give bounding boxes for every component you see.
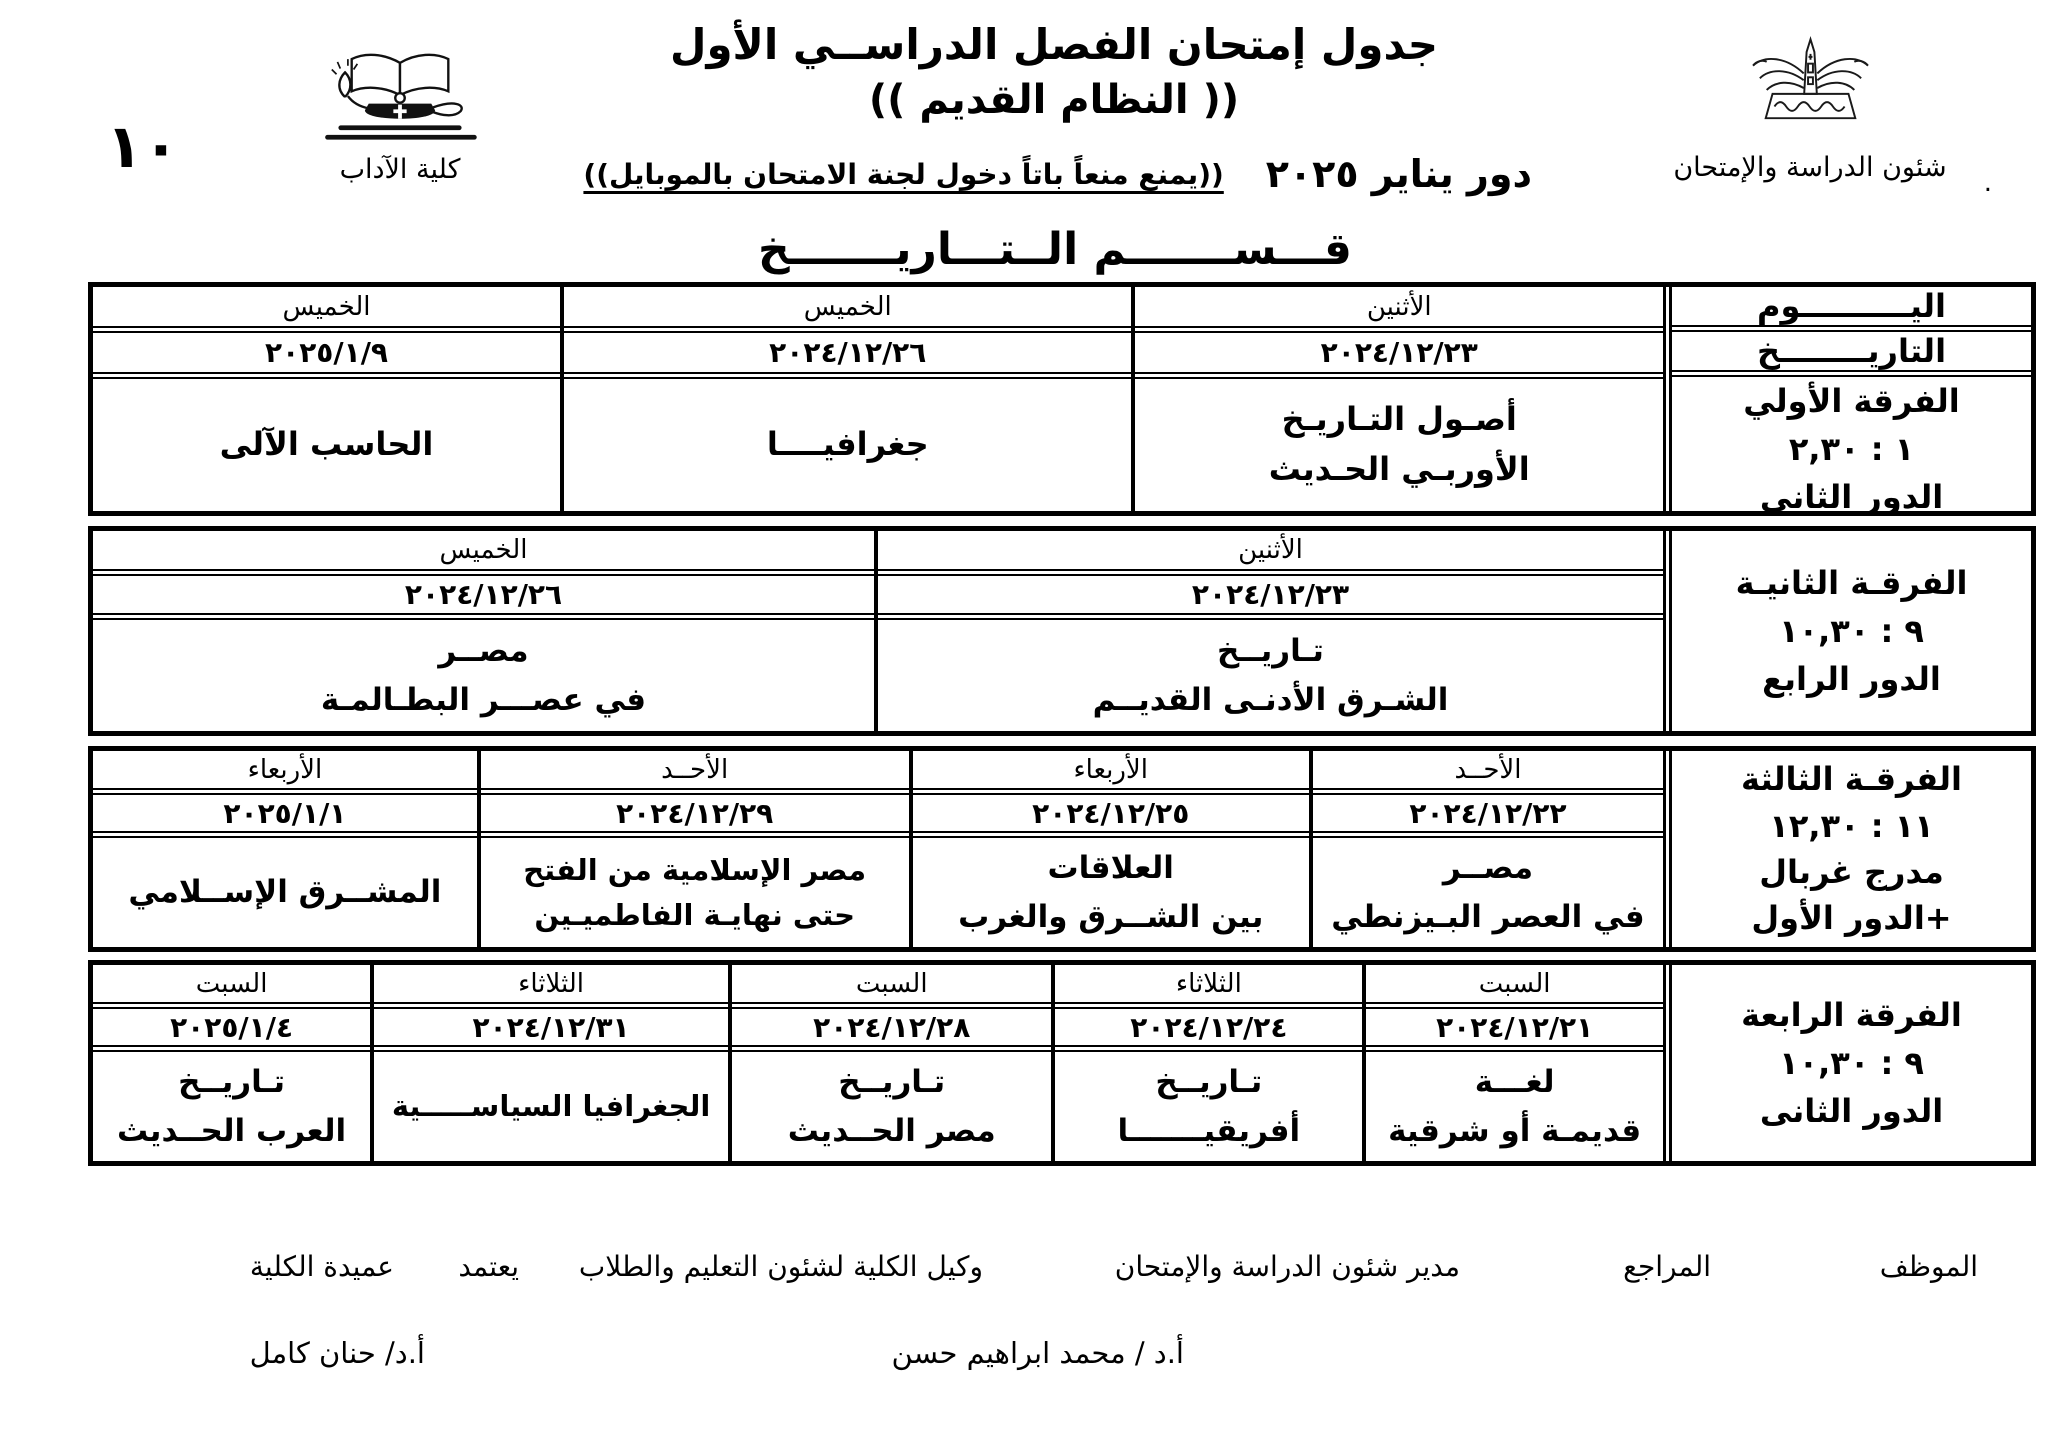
section-second-year-side-header: [1663, 531, 2031, 731]
subject-line-1: الجغرافيا السياســـــية: [391, 1089, 711, 1124]
subject-line-1: مصــر: [1442, 850, 1534, 887]
exam-column: [93, 287, 564, 511]
day-cell: الأثنين: [1135, 287, 1663, 333]
section-third-year: [88, 746, 2036, 952]
vice-dean-signature-name: أ.د / محمد ابراهيم حسن: [891, 1336, 1184, 1370]
day-cell: الأحــد: [1313, 751, 1663, 795]
exam-column: [913, 751, 1313, 947]
exam-column: [93, 531, 878, 731]
date-cell: ٢٠٢٤/١٢/٢٣: [1135, 333, 1663, 379]
exam-table: [88, 282, 2036, 1166]
group-name: الفرقة الأولي: [1743, 382, 1960, 420]
exam-column: [1135, 287, 1663, 511]
exam-column: [93, 965, 374, 1161]
subject-cell: [564, 379, 1131, 511]
group-hall: مدرج غربال: [1759, 853, 1944, 891]
page-title: جدول إمتحان الفصل الدراســي الأول: [670, 20, 1438, 69]
subject-line-2: العرب الحــديث: [116, 1112, 347, 1149]
department-title: قـــســـــــم الــتـــاريـــــــخ: [758, 224, 1352, 275]
exam-column: [1055, 965, 1366, 1161]
exam-column: [732, 965, 1055, 1161]
exam-column: [1313, 751, 1663, 947]
day-cell: الأحــد: [481, 751, 909, 795]
date-cell: ٢٠٢٤/١٢/٢٢: [1313, 795, 1663, 838]
group-name: الفرقة الرابعة: [1741, 996, 1962, 1034]
section-third-year-side-header: [1663, 751, 2031, 947]
session-label: دور يناير ٢٠٢٥: [1265, 152, 1532, 196]
group-location: +الدور الأول: [1751, 899, 1952, 938]
date-cell: ٢٠٢٤/١٢/٢٣: [878, 576, 1663, 620]
section-second-year-columns: [93, 531, 1663, 731]
date-cell: ٢٠٢٥/١/٩: [93, 333, 560, 379]
group-location: الدور الرابع: [1762, 660, 1941, 698]
day-row-label: اليــــــــــوم: [1672, 287, 2031, 332]
vice-dean-label: وكيل الكلية لشئون التعليم والطلاب: [578, 1250, 983, 1283]
old-system-subtitle: (( النظام القديم )): [868, 77, 1240, 123]
faculty-name-label: كلية الآداب: [339, 154, 461, 185]
group-name: الفرقـة الثانيـة: [1735, 564, 1968, 602]
section-fourth-year-side-header: [1663, 965, 2031, 1161]
date-cell: ٢٠٢٤/١٢/٢٤: [1055, 1009, 1362, 1052]
subject-cell: [1313, 838, 1663, 947]
subject-line-2: الأوربـي الحـديث: [1268, 450, 1530, 488]
group-time: ١١ : ١٢,٣٠: [1769, 806, 1934, 845]
day-cell: الخميس: [93, 287, 560, 333]
day-cell: الخميس: [93, 531, 874, 576]
subject-line-2: حتى نهايـة الفاطميـين: [534, 897, 855, 932]
day-cell: الثلاثاء: [374, 965, 728, 1009]
subject-cell: [878, 620, 1663, 731]
exam-column: [1366, 965, 1663, 1161]
university-office-label: شئون الدراسة والإمتحان: [1673, 152, 1947, 183]
dean-signature-name: أ.د/ حنان كامل: [249, 1336, 425, 1370]
employee-label: الموظف: [1879, 1250, 1978, 1283]
group-time: ٩ : ١٠,٣٠: [1779, 612, 1924, 650]
day-cell: السبت: [93, 965, 370, 1009]
day-cell: الأثنين: [878, 531, 1663, 576]
date-cell: ٢٠٢٤/١٢/٢٥: [913, 795, 1309, 838]
subject-cell: [913, 838, 1309, 947]
section-fourth-year-columns: [93, 965, 1663, 1161]
subject-line-2: أفريقيـــــــا: [1117, 1112, 1301, 1149]
exam-column: [481, 751, 913, 947]
subject-line-1: تـاريــخ: [838, 1064, 946, 1101]
faculty-block: [300, 48, 500, 185]
fourth-year-group-info: [1672, 965, 2031, 1161]
subject-line-1: تـاريــخ: [1217, 633, 1324, 670]
date-row-label: التاريــــــــخ: [1672, 332, 2031, 377]
subject-cell: [732, 1052, 1051, 1161]
subject-line-2: مصر الحــديث: [787, 1112, 996, 1149]
subject-cell: [93, 1052, 370, 1161]
title-block: [524, 20, 1584, 123]
subject-cell: [93, 838, 477, 947]
section-first-year-side-header: [1663, 287, 2031, 516]
day-cell: الثلاثاء: [1055, 965, 1362, 1009]
subject-line-2: بين الشــرق والغرب: [958, 898, 1264, 935]
subject-cell: [93, 379, 560, 511]
day-cell: الخميس: [564, 287, 1131, 333]
section-first-year: [88, 282, 2036, 516]
day-cell: الأربعاء: [913, 751, 1309, 795]
reviewer-label: المراجع: [1623, 1250, 1711, 1283]
subject-cell: [93, 620, 874, 731]
subject-line-1: المشــرق الإســلامي: [128, 874, 442, 911]
subject-cell: [481, 838, 909, 947]
subject-line-2: الشـرق الأدنـى القديــم: [1092, 681, 1449, 718]
mobile-warning-note: ((يمنع منعاً باتاً دخول لجنة الامتحان بالموبايل)): [583, 157, 1224, 191]
subject-cell: [374, 1052, 728, 1161]
subject-line-2: في عصـــر البطـالمـة: [320, 681, 647, 718]
section-fourth-year: [88, 960, 2036, 1166]
group-location: الدور الثانى: [1759, 478, 1944, 516]
approve-label: يعتمد: [458, 1250, 519, 1283]
first-year-group-info: [1672, 377, 2031, 521]
group-location: الدور الثانى: [1759, 1092, 1944, 1130]
session-row: [583, 152, 1532, 196]
subject-cell: [1135, 379, 1663, 511]
date-cell: ٢٠٢٤/١٢/٢٩: [481, 795, 909, 838]
date-cell: ٢٠٢٤/١٢/٣١: [374, 1009, 728, 1052]
ain-shams-university-logo-icon: [1718, 34, 1903, 142]
subject-cell: [1055, 1052, 1362, 1161]
subject-line-1: تـاريــخ: [178, 1064, 286, 1101]
exam-column: [564, 287, 1135, 511]
date-cell: ٢٠٢٥/١/٤: [93, 1009, 370, 1052]
exam-column: [93, 751, 481, 947]
university-block: [1660, 34, 1960, 183]
group-name: الفرقـة الثالثة: [1741, 760, 1962, 799]
subject-line-1: جغرافيــــا: [766, 425, 929, 464]
director-label: مدير شئون الدراسة والإمتحان: [1114, 1250, 1460, 1283]
day-cell: السبت: [1366, 965, 1663, 1009]
subject-cell: [1366, 1052, 1663, 1161]
faculty-of-arts-logo-icon: [310, 48, 490, 146]
subject-line-1: مصر الإسلامية من الفتح: [523, 852, 867, 887]
date-cell: ٢٠٢٤/١٢/٢٦: [93, 576, 874, 620]
section-first-year-columns: [93, 287, 1663, 511]
dean-title-label: عميدة الكلية: [249, 1250, 394, 1283]
day-cell: الأربعاء: [93, 751, 477, 795]
subject-line-1: لغـــة: [1474, 1064, 1555, 1101]
date-cell: ٢٠٢٥/١/١: [93, 795, 477, 838]
exam-column: [374, 965, 732, 1161]
second-year-group-info: [1672, 531, 2031, 731]
section-third-year-columns: [93, 751, 1663, 947]
day-cell: السبت: [732, 965, 1051, 1009]
third-year-group-info: [1672, 751, 2031, 947]
subject-line-1: العلاقات: [1047, 850, 1174, 887]
stray-dot: .: [1983, 168, 1992, 198]
subject-line-1: مصــر: [438, 633, 529, 670]
exam-column: [878, 531, 1663, 731]
group-time: ١ : ٢,٣٠: [1788, 430, 1915, 468]
subject-line-1: تـاريــخ: [1155, 1064, 1263, 1101]
group-time: ٩ : ١٠,٣٠: [1779, 1044, 1924, 1082]
section-second-year: [88, 526, 2036, 736]
date-cell: ٢٠٢٤/١٢/٢١: [1366, 1009, 1663, 1052]
subject-line-1: أصـول التـاريـخ: [1281, 400, 1517, 439]
date-cell: ٢٠٢٤/١٢/٢٦: [564, 333, 1131, 379]
subject-line-2: في العصر البـيزنطي: [1331, 898, 1645, 935]
subject-line-1: الحاسب الآلى: [219, 425, 434, 464]
sheet-number: ١٠: [106, 112, 180, 182]
date-cell: ٢٠٢٤/١٢/٢٨: [732, 1009, 1051, 1052]
subject-line-2: قديمـة أو شرقية: [1388, 1112, 1642, 1149]
